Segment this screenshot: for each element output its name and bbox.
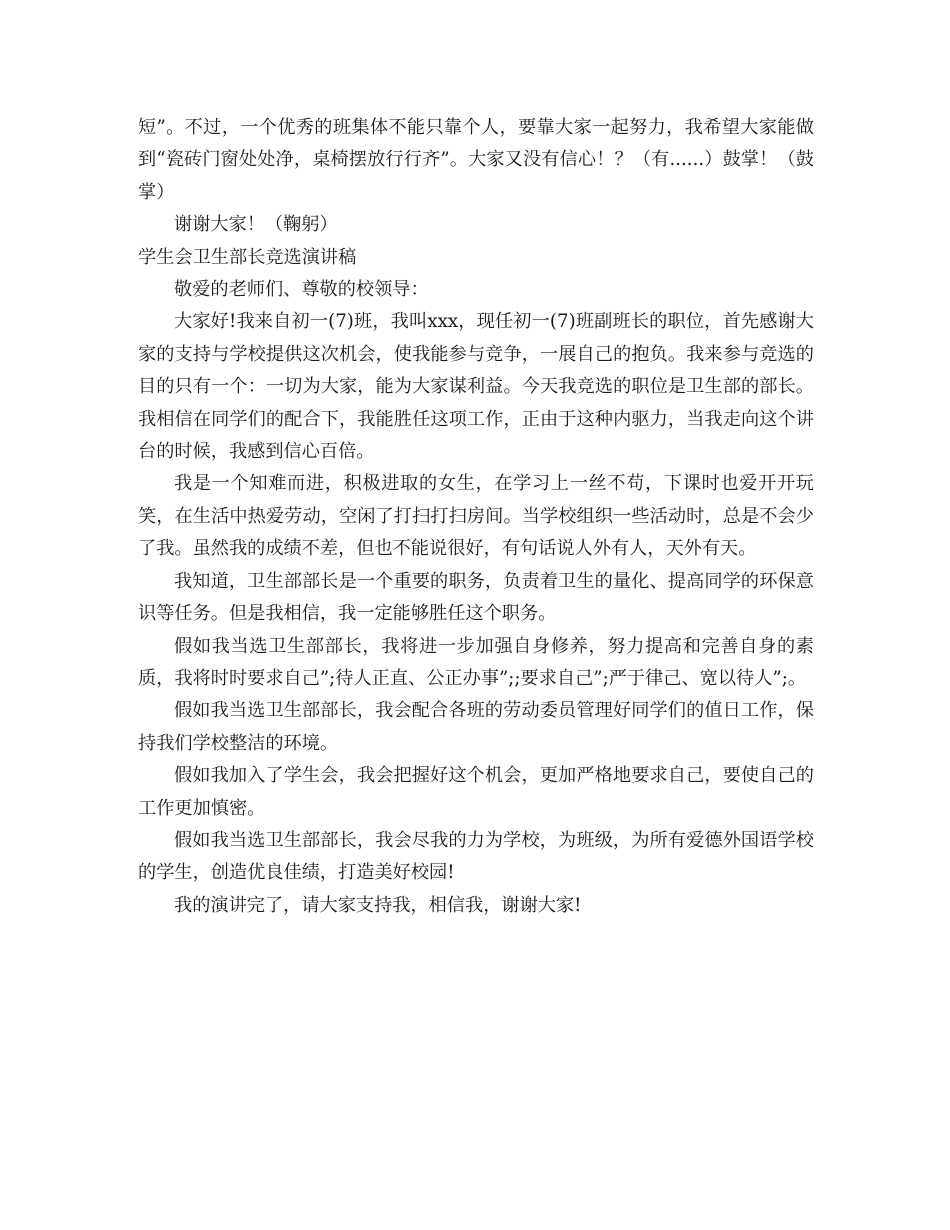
document-page <box>138 112 814 922</box>
paragraph-self-description: 我是一个知难而进，积极进取的女生，在学习上一丝不苟，下课时也爱开开玩笑，在生活中热爱劳动，空闲了打扫打扫房间。当学校组织一些活动时，总是不会少了我。虽然我的成绩不差，但也不能说很好，有句话说人外有人，天外有天。 <box>138 473 814 560</box>
paragraph-continuation: 短”。不过，一个优秀的班集体不能只靠个人，要靠大家一起努力，我希望大家能做到“瓷砖门窗处处净，桌椅摆放行行齐”。大家又没有信心！？（有......）鼓掌！（鼓掌） <box>138 117 814 203</box>
paragraph-pledge-duty: 假如我当选卫生部部长，我会配合各班的劳动委员管理好同学们的值日工作，保持我们学校整洁的环境。 <box>138 700 814 754</box>
paragraph-introduction: 大家好!我来自初一(7)班，我叫xxx，现任初一(7)班副班长的职位，首先感谢大家的支持与学校提供这次机会，使我能参与竞争，一展自己的抱负。我来参与竞选的目的只有一个：一切为大家，能为大家谋利益。今天我竞选的职位是卫生部的部长。我相信在同学们的配合下，我能胜任这项工作，正由于这种内驱力，当我走向这个讲台的时候，我感到信心百倍。 <box>138 311 814 463</box>
paragraph-thanks: 谢谢大家！（鞠躬） <box>174 214 338 236</box>
paragraph-role-awareness: 我知道，卫生部部长是一个重要的职务，负责着卫生的量化、提高同学的环保意识等任务。但是我相信，我一定能够胜任这个职务。 <box>138 570 814 625</box>
paragraph-closing: 我的演讲完了，请大家支持我，相信我，谢谢大家! <box>174 894 582 916</box>
paragraph-salutation: 敬爱的老师们、尊敬的校领导： <box>174 279 429 301</box>
paragraph-pledge-self-improvement: 假如我当选卫生部部长，我将进一步加强自身修养，努力提高和完善自身的素质，我将时时要求自己”;待人正直、公正办事”;;要求自己”;严于律己、宽以待人”;。 <box>138 635 814 689</box>
paragraph-pledge-strictness: 假如我加入了学生会，我会把握好这个机会，更加严格地要求自己，要使自己的工作更加慎密。 <box>138 765 814 819</box>
document-title: 学生会卫生部长竞选演讲稿 <box>138 246 357 268</box>
paragraph-pledge-school: 假如我当选卫生部部长，我会尽我的力为学校，为班级，为所有爱德外国语学校的学生，创造优良佳绩，打造美好校园! <box>138 829 814 884</box>
